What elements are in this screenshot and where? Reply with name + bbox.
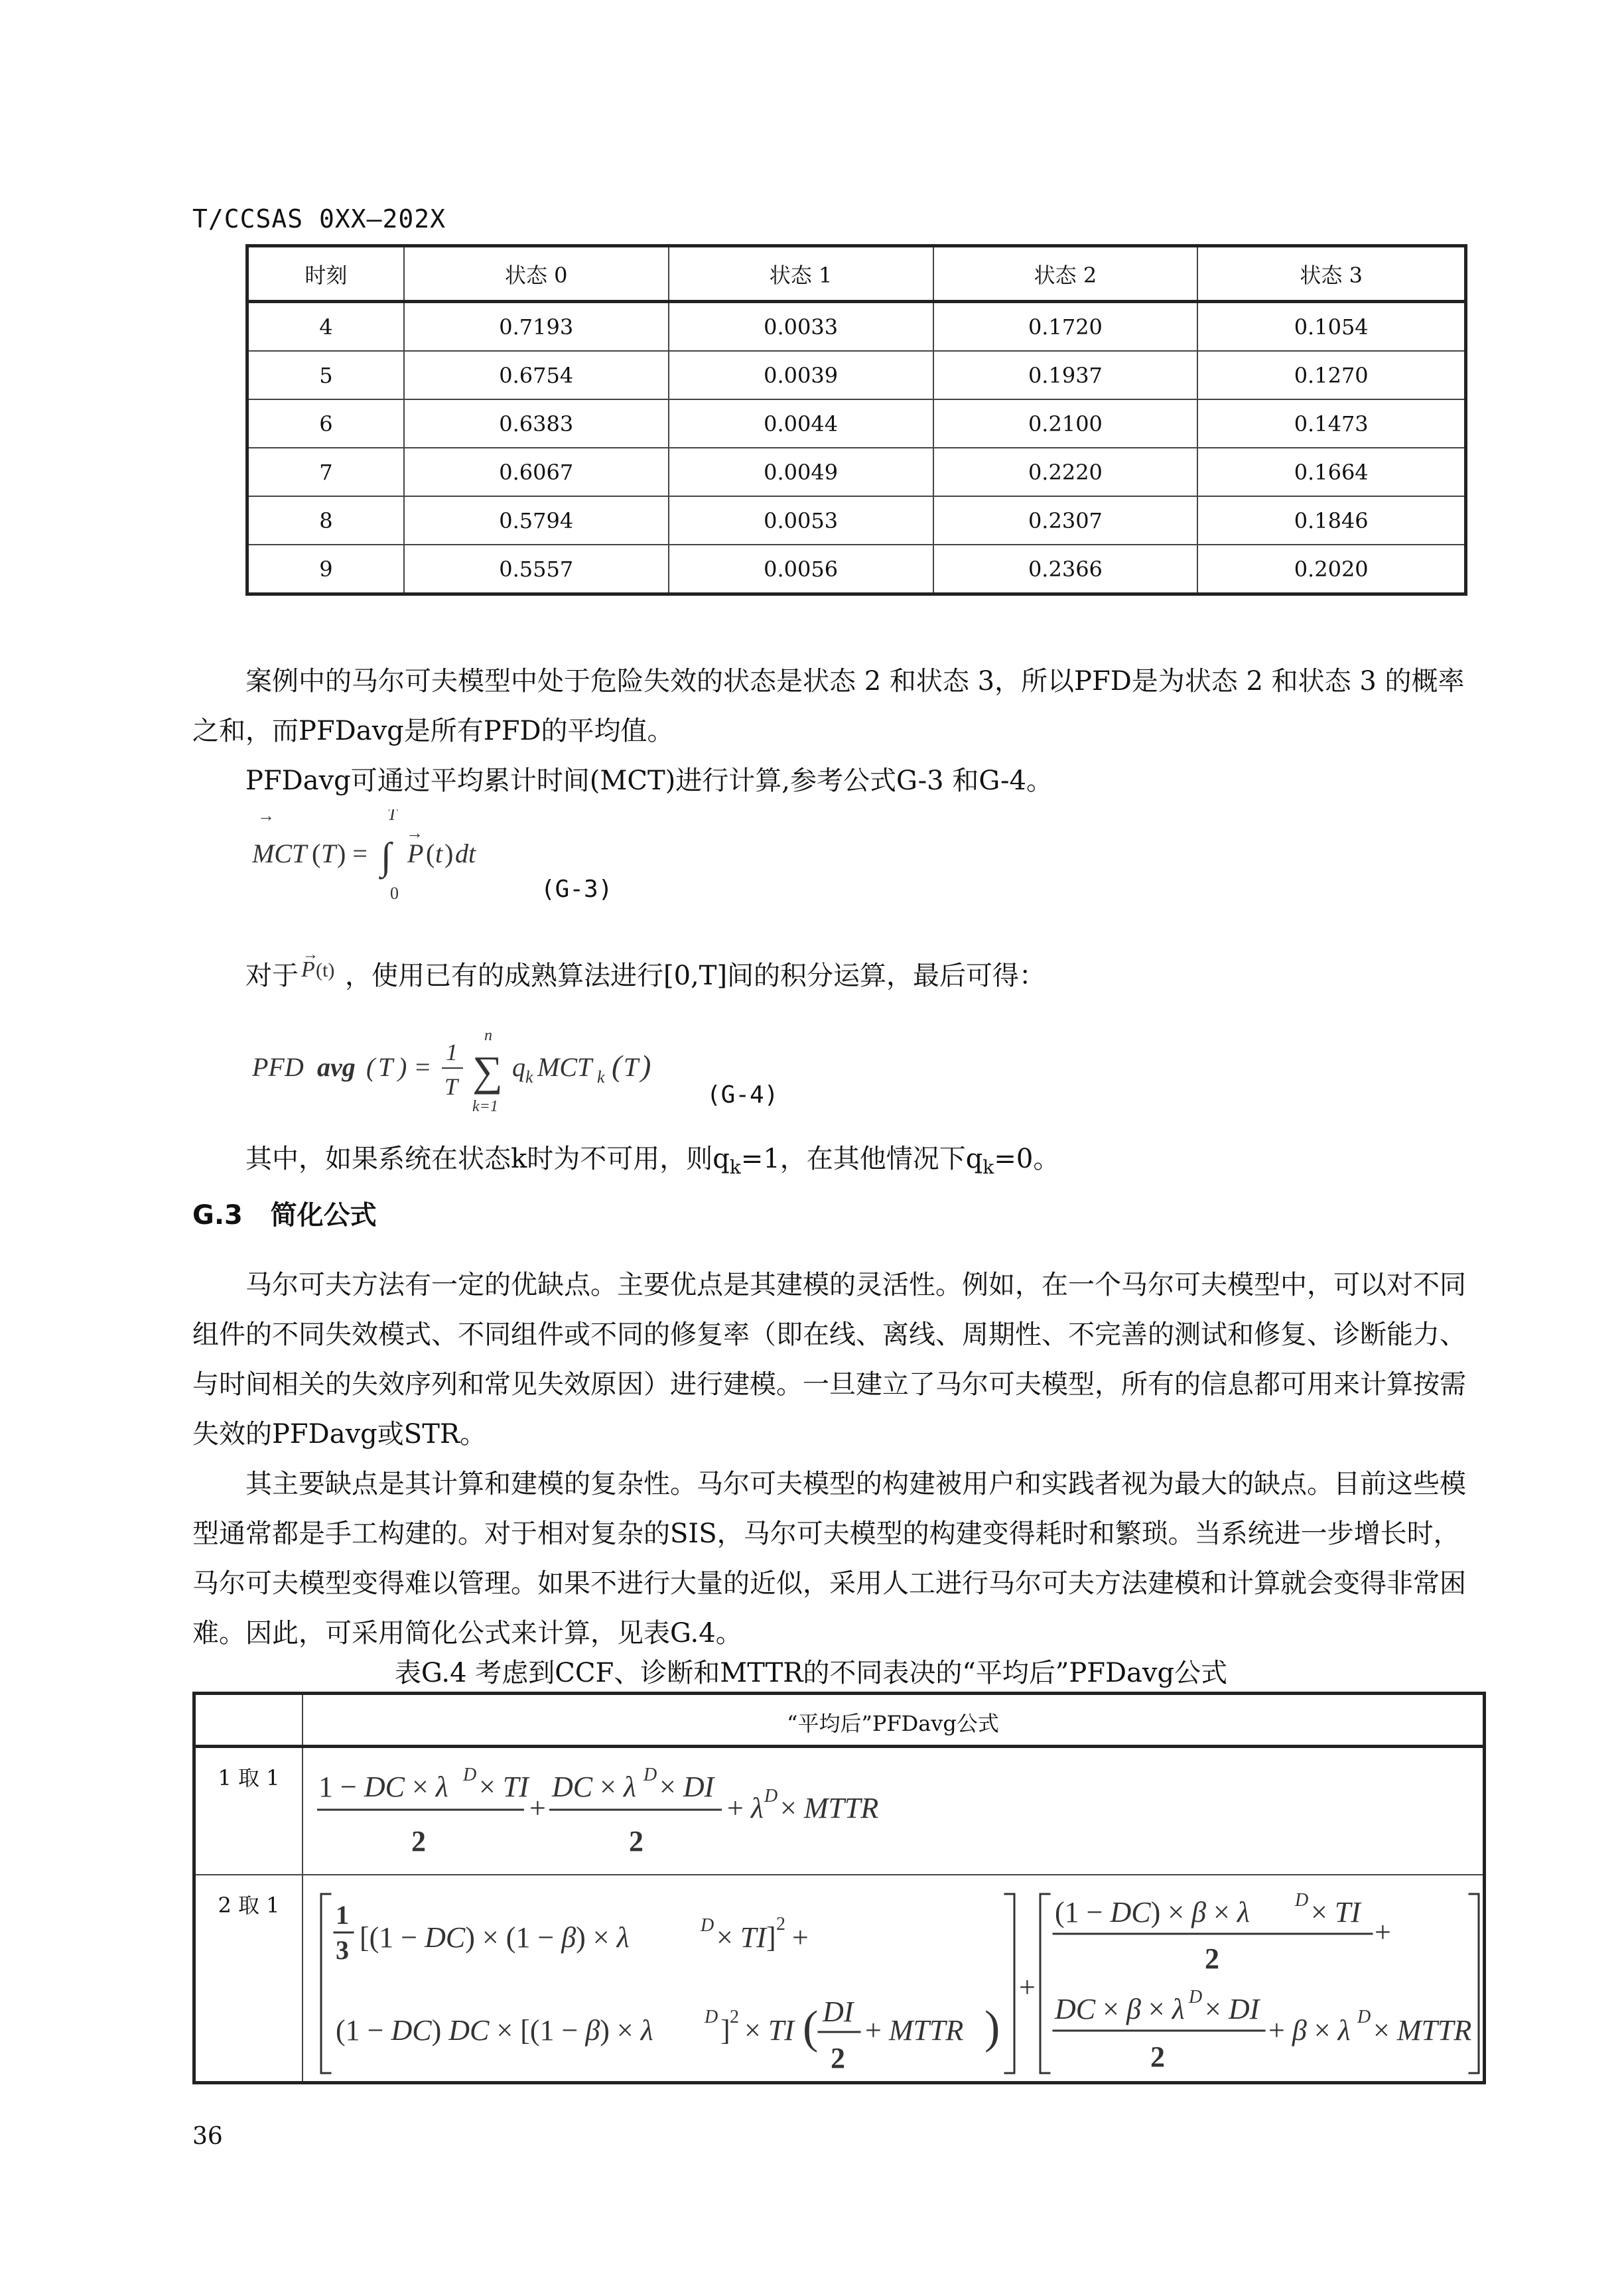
svg-text:D: D (1295, 1890, 1309, 1911)
svg-text:(1 − DC) × β × λ: (1 − DC) × β × λ (1055, 1896, 1250, 1928)
svg-text:avg: avg (317, 1052, 356, 1082)
state-probability-table (245, 244, 1467, 596)
column-header: 状态 1 (669, 246, 933, 302)
svg-text:D: D (764, 1786, 778, 1806)
table-cell: 0.6754 (404, 351, 669, 399)
svg-text:q: q (512, 1052, 525, 1082)
svg-text:]: ] (720, 2014, 730, 2047)
document-header: T/CCSAS 0XX—202X (192, 204, 446, 234)
svg-text:(1 − DC) DC × [(1 − β) × λ: (1 − DC) DC × [(1 − β) × λ (336, 2014, 653, 2047)
table-cell: 7 (247, 448, 404, 496)
table-header-row (247, 246, 1466, 302)
svg-text:× TI]: × TI] (716, 1921, 776, 1954)
svg-text:(: ( (803, 2002, 819, 2053)
svg-text:) =: ) = (398, 1052, 432, 1082)
svg-text:× TI: × TI (479, 1771, 529, 1803)
svg-text:t: t (435, 839, 443, 868)
svg-text:(: ( (612, 1049, 622, 1083)
svg-text:→: → (406, 823, 423, 843)
row-divider (196, 1874, 1483, 1875)
table-cell: 0.0039 (669, 351, 933, 399)
table-cell: 0.1473 (1197, 399, 1465, 448)
svg-text:T: T (444, 1073, 458, 1100)
svg-text:2: 2 (411, 1825, 426, 1857)
column-divider (302, 1695, 303, 2081)
formula-1oo1 (312, 1751, 975, 1871)
svg-text:D: D (463, 1765, 477, 1785)
svg-text:DC × β × λ: DC × β × λ (1055, 1993, 1185, 2025)
svg-text:T: T (624, 1052, 639, 1082)
table-cell: 0.1720 (933, 302, 1198, 352)
paragraph-2: PFDavg可通过平均累计时间(MCT)进行计算,参考公式G-3 和G-4。 (245, 766, 1053, 796)
section-number: G.3 (192, 1200, 243, 1231)
row-label-1oo2: 2 取 1 (218, 1893, 280, 1918)
paragraph-4 (245, 1134, 1059, 1192)
paragraph-4-b: =1，在其他情况下q (740, 1144, 983, 1174)
svg-text:T: T (378, 1052, 393, 1082)
svg-text:n: n (484, 1027, 492, 1044)
page-number: 36 (192, 2123, 223, 2150)
header-divider (196, 1745, 1483, 1748)
table-cell: 0.1664 (1197, 448, 1465, 496)
table-cell: 0.6383 (404, 399, 669, 448)
paragraph-6: 其主要缺点是其计算和建模的复杂性。马尔可夫模型的构建被用户和实践者视为最大的缺点。目前这些模型通常都是手工构建的。对于相对复杂的SIS，马尔可夫模型的构建变得耗时和繁琐。当系统进一步增长时，马尔可夫模型变得难以管理。如果不进行大量的近似，采用人工进行马尔可夫方法建模和计算就会变得非常困难。因此，可采用简化公式来计算，见表G.4。 (192, 1469, 1466, 1649)
paragraph-3-post: ，使用已有的成熟算法进行[0,T]间的积分运算，最后可得： (345, 961, 1046, 991)
svg-text:): ) (984, 2002, 1000, 2053)
svg-text:+: + (1375, 1916, 1391, 1948)
svg-text:∑: ∑ (472, 1047, 503, 1095)
paragraph-1: 案例中的马尔可夫模型中处于危险失效的状态是状态 2 和状态 3，所以PFD是为状态 2 和状态 3 的概率之和，而PFDavg是所有PFD的平均值。 (192, 666, 1465, 746)
table-cell: 0.6067 (404, 448, 669, 496)
svg-text:3: 3 (336, 1935, 349, 1965)
svg-text:1: 1 (446, 1039, 458, 1065)
svg-text:2: 2 (1150, 2041, 1165, 2073)
svg-text:+: + (1019, 1971, 1036, 2003)
svg-text:D: D (1357, 2007, 1371, 2027)
table-cell: 0.2220 (933, 448, 1198, 496)
svg-text:× DI: × DI (659, 1771, 714, 1803)
paragraph-4-a: 其中，如果系统在状态k时为不可用，则q (245, 1144, 730, 1174)
svg-text:D: D (643, 1765, 657, 1785)
svg-text:D: D (705, 2007, 718, 2027)
svg-text:MCT: MCT (537, 1052, 592, 1082)
table-cell: 0.1270 (1197, 351, 1465, 399)
table-cell: 0.2100 (933, 399, 1198, 448)
column-header: 状态 3 (1197, 246, 1465, 302)
svg-text:× TI: × TI (744, 2014, 794, 2047)
svg-text:2: 2 (730, 2007, 739, 2027)
svg-text:+ MTTR: + MTTR (865, 2014, 964, 2047)
equation-tag-g3: (G-3) (541, 876, 613, 903)
svg-text:[(1 − DC) × (1 − β) × λ: [(1 − DC) × (1 − β) × λ (360, 1921, 630, 1954)
svg-text:PFD: PFD (252, 1052, 304, 1082)
svg-text:2: 2 (831, 2042, 845, 2074)
table-cell: 0.1846 (1197, 496, 1465, 545)
table-row (247, 302, 1466, 352)
table-cell: 0.1937 (933, 351, 1198, 399)
table-cell: 6 (247, 399, 404, 448)
svg-text:2: 2 (629, 1825, 643, 1857)
svg-text:(: ( (366, 1052, 375, 1082)
svg-text:× MTTR: × MTTR (780, 1792, 879, 1824)
svg-text:D: D (701, 1915, 714, 1936)
table-cell: 0.5557 (404, 545, 669, 594)
column-header: 时刻 (247, 246, 404, 302)
section-heading (192, 1194, 377, 1232)
table-cell: 0.0056 (669, 545, 933, 594)
section-title: 简化公式 (270, 1200, 377, 1231)
svg-text:dt: dt (455, 839, 476, 868)
table-row (247, 399, 1466, 448)
svg-text:→: → (303, 949, 318, 963)
table-row (247, 545, 1466, 594)
formula-1oo2 (312, 1881, 1486, 2083)
table-row (247, 496, 1466, 545)
table-cell: 0.0049 (669, 448, 933, 496)
svg-text:+ β × λ: + β × λ (1268, 2014, 1351, 2047)
svg-text:1 − DC × λ: 1 − DC × λ (318, 1771, 448, 1803)
svg-text:2: 2 (776, 1914, 785, 1934)
equation-tag-g4: (G-4) (707, 1081, 779, 1109)
svg-text:∫: ∫ (381, 835, 391, 878)
svg-text:+ λ: + λ (727, 1792, 764, 1824)
table-cell: 0.0053 (669, 496, 933, 545)
table-cell: 0.2366 (933, 545, 1198, 594)
table-row (247, 448, 1466, 496)
table-cell: 0.5794 (404, 496, 669, 545)
table-caption: 表G.4 考虑到CCF、诊断和MTTR的不同表决的“平均后”PFDavg公式 (394, 1658, 1228, 1688)
svg-text:k: k (597, 1067, 605, 1087)
svg-text:): ) (641, 1049, 651, 1083)
svg-text:P: P (407, 839, 424, 868)
svg-text:→: → (257, 809, 275, 825)
table-cell: 0.7193 (404, 302, 669, 352)
svg-text:k=1: k=1 (472, 1098, 498, 1115)
formula-g4 (252, 1022, 730, 1121)
svg-text:× TI: × TI (1311, 1896, 1361, 1928)
paragraph-4-c: =0。 (994, 1144, 1060, 1174)
table-row (247, 351, 1466, 399)
table-cell: 4 (247, 302, 404, 352)
table-cell: 9 (247, 545, 404, 594)
column-header: 状态 0 (404, 246, 669, 302)
table-cell: 0.0033 (669, 302, 933, 352)
subscript-k: k (982, 1156, 994, 1178)
formula-table-g4 (192, 1692, 1486, 2084)
svg-text:1: 1 (336, 1900, 349, 1930)
paragraph-3 (245, 949, 1046, 1001)
svg-text:+: + (792, 1921, 809, 1954)
svg-text:): ) (444, 839, 454, 868)
paragraph-5: 马尔可夫方法有一定的优缺点。主要优点是其建模的灵活性。例如，在一个马尔可夫模型中，可以对不同组件的不同失效模式、不同组件或不同的修复率（即在线、离线、周期性、不完善的测试和修复、诊断能力、与时间相关的失效序列和常见失效原因）进行建模。一旦建立了马尔可夫模型，所有的信息都可用来计算按需失效的PFDavg或STR。 (192, 1270, 1466, 1450)
table-cell: 0.0044 (669, 399, 933, 448)
svg-text:(: ( (312, 839, 321, 868)
table-cell: 0.1054 (1197, 302, 1465, 352)
svg-text:+: + (529, 1792, 546, 1824)
svg-text:T: T (387, 809, 397, 824)
svg-text:(t): (t) (316, 959, 335, 981)
paragraph-3-pre: 对于 (245, 961, 299, 991)
formula-column-header: “平均后”PFDavg公式 (787, 1711, 999, 1736)
table-cell: 8 (247, 496, 404, 545)
svg-text:(: ( (426, 839, 435, 868)
table-cell: 0.2020 (1197, 545, 1465, 594)
svg-text:P: P (301, 957, 315, 982)
column-header: 状态 2 (933, 246, 1198, 302)
svg-text:2: 2 (1205, 1942, 1219, 1975)
row-label-1oo1: 1 取 1 (218, 1765, 280, 1790)
formula-g3 (252, 809, 584, 909)
svg-text:× DI: × DI (1205, 1993, 1260, 2025)
svg-text:DC × λ: DC × λ (552, 1771, 637, 1803)
svg-text:0: 0 (390, 884, 399, 903)
vector-p-of-t (299, 949, 345, 988)
svg-text:DI: DI (823, 1995, 854, 2028)
svg-text:) =: ) = (337, 839, 368, 868)
table-cell: 0.2307 (933, 496, 1198, 545)
svg-text:k: k (525, 1067, 533, 1087)
svg-text:D: D (1189, 1987, 1203, 2007)
svg-text:T: T (321, 839, 336, 868)
table-cell: 5 (247, 351, 404, 399)
svg-text:× MTTR: × MTTR (1373, 2014, 1472, 2047)
svg-text:MCT: MCT (252, 839, 307, 868)
subscript-k: k (729, 1156, 741, 1178)
